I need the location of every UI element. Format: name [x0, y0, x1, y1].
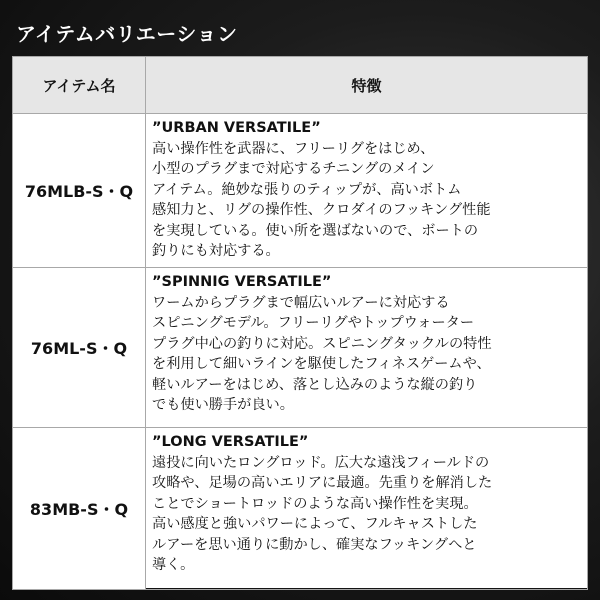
feature-description: ワームからプラグまで幅広いルアーに対応する スピニングモデル。フリーリグやトップウォーター プラグ中心の釣りに対応。スピニングタックルの特性 を利用して細いラインを駆使したフィネスゲームや、 軽いルアーをはじめ、落とし込みのような縦の釣り でも使い勝手が良い。 — [152, 294, 492, 413]
table-row — [13, 428, 588, 590]
item-name-cell: 83MB-S・Q — [13, 428, 146, 590]
table-header-row — [13, 57, 588, 114]
header-feature: 特徴 — [146, 57, 588, 114]
feature-cell — [146, 428, 588, 590]
item-name-cell: 76ML-S・Q — [13, 268, 146, 428]
feature-title: ”URBAN VERSATILE” — [152, 120, 321, 136]
table-row — [13, 114, 588, 268]
header-item-name: アイテム名 — [13, 57, 146, 114]
section-heading: アイテムバリエーション — [16, 22, 238, 46]
feature-cell — [146, 268, 588, 428]
table-row — [13, 268, 588, 428]
feature-description: 遠投に向いたロングロッド。広大な遠浅フィールドの 攻略や、足場の高いエリアに最適。先重りを解消した ことでショートロッドのような高い操作性を実現。 高い感度と強いパワーによって、フルキャストした ルアーを思い通りに動かし、確実なフッキングへと 導く。 — [152, 454, 493, 573]
feature-title: ”SPINNIG VERSATILE” — [152, 274, 332, 290]
feature-description: 高い操作性を武器に、フリーリグをはじめ、 小型のプラグまで対応するチニングのメイン アイテム。絶妙な張りのティップが、高いボトム 感知力と、リグの操作性、クロダイのフッキング性能 を実現している。使い所を選ばないので、ボートの 釣りにも対応する。 — [152, 140, 491, 259]
feature-title: ”LONG VERSATILE” — [152, 434, 309, 450]
feature-cell — [146, 114, 588, 268]
item-name-cell: 76MLB-S・Q — [13, 114, 146, 268]
variation-table — [12, 56, 588, 590]
item-variation-table — [12, 56, 588, 588]
